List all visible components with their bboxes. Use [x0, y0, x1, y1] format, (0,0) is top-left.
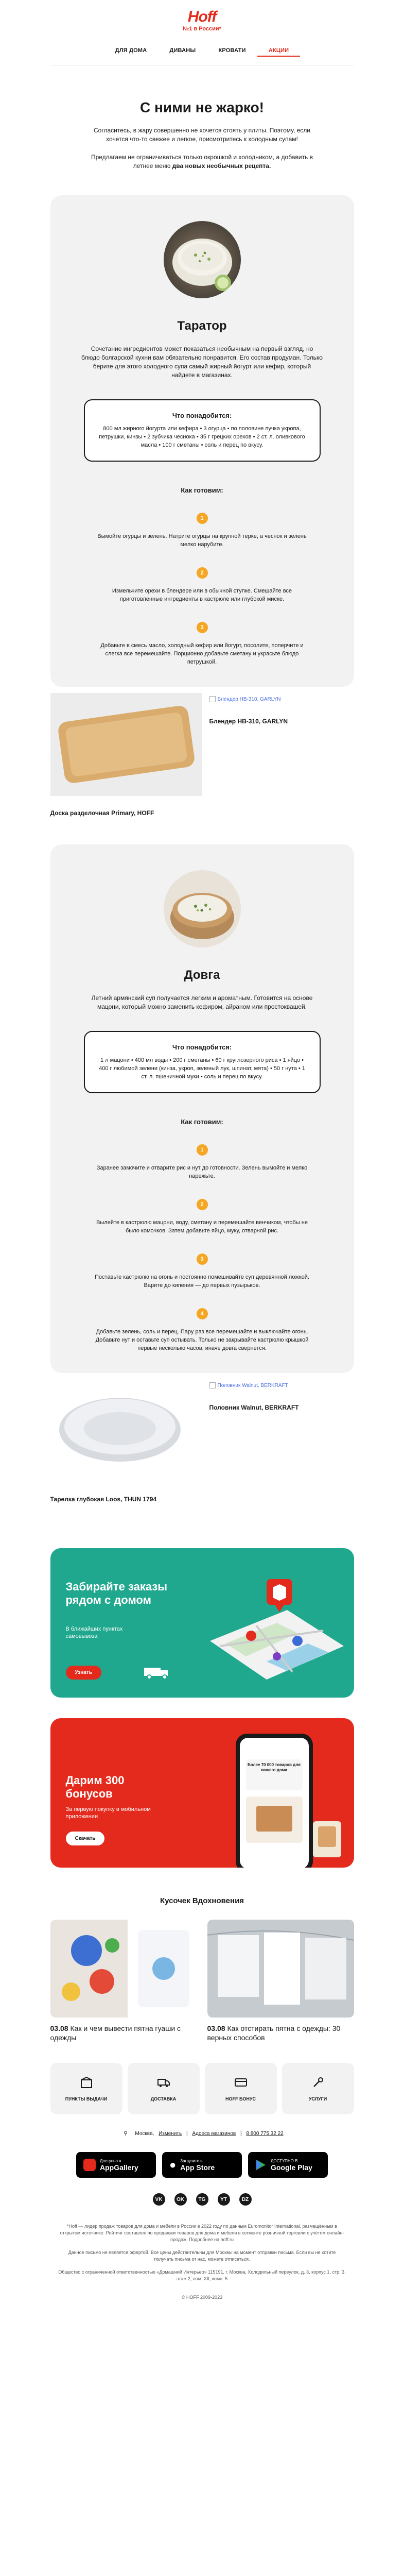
article-date: 03.08 [50, 2024, 68, 2032]
step-number-badge: 1 [197, 1144, 208, 1156]
badge-small-text: Загрузите в [180, 2158, 203, 2163]
ingredients-text: 1 л мацони • 400 мл воды • 200 г сметаны • 60 г круглозерного риса • 1 яйцо • 400 г любимой зелени (кинза, укроп, зеленый лук, шпинат, мята) • 50 г нута • 1 ст. л. пшеничной муки • соль и перец по вкусу. [99, 1057, 305, 1080]
header [0, 0, 404, 57]
article-image-stains [207, 1920, 354, 2018]
badge-big-text: Google Play [271, 2163, 312, 2172]
pickup-point-icon [80, 2076, 93, 2089]
broken-image-alt [209, 696, 354, 702]
logo-tagline: №1 в России* [183, 26, 221, 32]
products-row-2 [50, 1379, 354, 1503]
google-play-badge[interactable] [248, 2152, 328, 2178]
truck-icon [143, 1665, 174, 1680]
pickup-banner[interactable] [50, 1548, 354, 1698]
step-text: Вылейте в кастрюлю мацони, воду, сметану и перемешайте венчиком, чтобы не было комочков. Затем добавьте яйцо, муку, отварной рис. [96, 1219, 308, 1234]
product-cutting-board[interactable] [50, 693, 202, 817]
contacts-line [0, 2131, 404, 2137]
service-label: ДОСТАВКА [150, 2096, 177, 2102]
step-text: Вымойте огурцы и зелень. Натрите огурцы на крупной терке, а чеснок и зелень мелко нарубите. [97, 533, 307, 548]
legal-paragraph: *Hoff — лидер продаж товаров для дома и мебели в России в 2022 году по данным Euromonitor International, размещённым в открытом источнике. Рейтинг составлен по продажам товаров для дома и мебели в сегменте розничной торговли с учётом онлайн-продаж. Подробнее на hoff.ru [60, 2224, 344, 2242]
product-name: Доска разделочная Primary, HOFF [50, 809, 154, 817]
nav-home[interactable]: ДЛЯ ДОМА [115, 47, 147, 54]
product-deep-plate[interactable] [50, 1379, 202, 1503]
broken-image-icon [209, 696, 216, 702]
legal-text [58, 2223, 346, 2282]
step-number-badge: 2 [197, 567, 208, 579]
vk-icon[interactable]: VK [153, 2193, 165, 2206]
banner-subtitle: В ближайших пунктах самовывоза [65, 1626, 123, 1639]
ingredients-title: Что понадобится: [172, 1043, 232, 1051]
tarator-image [164, 221, 241, 298]
broken-image-icon [209, 1382, 216, 1388]
article-title-text: Как и чем вывести пятна гуаши с одежды [50, 2024, 181, 2042]
nav-beds[interactable]: КРОВАТИ [218, 47, 246, 54]
ingredients-text: 800 мл жирного йогурта или кефира • 3 огурца • по половине пучка укропа, петрушки, кинзы • 2 зубчика чеснока • 35 г грецких орехов • 2 ст. л. оливкового масла • 100 г сметаны • соль и перец по вкусу. [99, 426, 305, 448]
service-hoff-bonus[interactable] [205, 2063, 277, 2114]
social-links [0, 2193, 404, 2206]
top-nav [0, 47, 404, 57]
change-city-link[interactable]: Изменить [159, 2131, 182, 2137]
dzen-icon[interactable]: DZ [239, 2193, 252, 2206]
recipe-step [71, 1199, 333, 1235]
article-date: 03.08 [207, 2024, 225, 2032]
service-services[interactable] [282, 2063, 354, 2114]
step-number-badge: 2 [197, 1199, 208, 1210]
download-button[interactable]: Скачать [66, 1832, 105, 1845]
copyright: © HOFF 2009-2023 [181, 2295, 223, 2300]
banner-title: Забирайте заказы рядом с домом [65, 1580, 168, 1606]
app-store-badges [0, 2152, 404, 2178]
step-text: Заранее замочите и отварите рис и нут до готовности. Зелень вымойте и мелко нарежьте. [96, 1165, 308, 1179]
recipe-step [71, 1308, 333, 1352]
step-text: Добавьте зелень, соль и перец. Пару раз все перемешайте и выключайте огонь. Добавьте нут и оставьте суп остывать. Только не закрывайте кастрюлю крышкой первые несколько часов, иначе довга свернется. [95, 1329, 309, 1351]
bonus-card-icon [234, 2076, 248, 2089]
separator: | [240, 2131, 242, 2137]
recipe-step [71, 1253, 333, 1290]
recipe-step [71, 1144, 333, 1180]
legal-paragraph: Данное письмо не является офертой. Все цены действительны для Москвы на момент отправки письма. Если вы не хотите получать письма от нас, можете отписаться. [68, 2250, 336, 2262]
badge-small-text: Доступно в [100, 2158, 121, 2163]
products-row-1 [50, 693, 354, 817]
delivery-truck-icon [157, 2076, 170, 2089]
recipe-step [71, 513, 333, 549]
city-label: Москва, [135, 2131, 154, 2137]
cutting-board-image [50, 693, 202, 796]
badge-big-text: AppGallery [100, 2163, 138, 2172]
apple-icon: ● [169, 2158, 177, 2171]
store-addresses-link[interactable]: Адреса магазинов [192, 2131, 236, 2137]
map-illustration [195, 1569, 349, 1692]
product-name: Тарелка глубокая Loos, THUN 1794 [50, 1496, 157, 1503]
how-to-title: Как готовим: [181, 486, 223, 494]
ingredients-box [84, 1031, 321, 1093]
nav-sofas[interactable]: ДИВАНЫ [169, 47, 196, 54]
service-label: УСЛУГИ [308, 2096, 327, 2102]
hero-intro-2-text: Предлагаем не ограничиваться только окрошкой и холодником, а добавить в летнее меню [91, 154, 313, 170]
articles-row [50, 1920, 354, 2042]
location-pin-icon: ⚲ [124, 2131, 128, 2137]
logo-wordmark: Hoff [187, 8, 217, 25]
hero-intro: Согласитесь, в жару совершенно не хочется стоять у плиты. Поэтому, если хочется что-то свежее и легкое, присмотритесь к холодным супам! [93, 127, 311, 143]
app-store-badge[interactable] [162, 2152, 242, 2178]
huawei-icon [83, 2159, 96, 2171]
ingredients-box [84, 399, 321, 462]
service-label: ПУНКТЫ ВЫДАЧИ [65, 2096, 108, 2102]
alt-text: Половник Walnut, BERKRAFT [217, 1382, 288, 1388]
service-pickup-points[interactable] [50, 2063, 122, 2114]
service-delivery[interactable] [128, 2063, 200, 2114]
service-label: HOFF БОНУС [225, 2096, 256, 2102]
legal-paragraph: Общество с ограниченной ответственностью «Домашний Интерьер» 115191, г. Москва, Холодильный переулок, д. 3, корпус 1, стр. 3, этаж 2, пом. XII, комн. 5 [58, 2269, 346, 2281]
broken-image-alt [209, 1382, 354, 1388]
how-to-title: Как готовим: [181, 1118, 223, 1126]
article-card[interactable] [50, 1920, 197, 2042]
youtube-icon[interactable]: YT [218, 2193, 230, 2206]
recipe-step [71, 622, 333, 666]
recipe-card-tarator [50, 195, 354, 687]
step-number-badge: 3 [197, 622, 208, 633]
product-name: Блендер HB-310, GARLYN [209, 718, 288, 725]
product-blender[interactable] [202, 693, 354, 817]
inspiration-title: Кусочек Вдохновения [160, 1896, 244, 1905]
article-title [50, 2024, 197, 2042]
badge-small-text: ДОСТУПНО В [271, 2158, 298, 2163]
recipe-step [71, 567, 333, 603]
phone-link[interactable]: 8 800 775 32 22 [246, 2131, 284, 2137]
learn-more-button[interactable]: Узнать [66, 1666, 101, 1680]
hoff-logo[interactable] [183, 8, 221, 32]
ingredients-title: Что понадобится: [172, 412, 232, 419]
nav-sale[interactable]: АКЦИИ [257, 47, 301, 57]
recipe-title: Таратор [177, 319, 227, 333]
product-ladle[interactable] [202, 1379, 354, 1503]
recipe-card-dovga [50, 844, 354, 1373]
services-row [50, 2063, 354, 2114]
hero-intro-2 [84, 153, 321, 171]
article-title-text: Как отстирать пятна с одежды: 30 верных способов [207, 2024, 341, 2042]
hero-intro-2-bold: два новых необычных рецепта. [172, 162, 271, 170]
services-icon [311, 2076, 325, 2089]
phone-illustration [215, 1734, 344, 1868]
step-text: Добавьте в смесь масло, холодный кефир или йогурт, посолите, поперчите и слегка все перемешайте. Порционно добавьте сметану и украсьте блюдо петрушкой. [100, 642, 304, 665]
dovga-image [164, 870, 241, 947]
step-text: Измельчите орехи в блендере или в обычной ступке. Смешайте все приготовленные ингредиенты в кастрюле или глубокой миске. [112, 588, 292, 602]
article-image-gouache [50, 1920, 197, 2018]
banner-title: Дарим 300 бонусов [65, 1774, 125, 1800]
badge-big-text: App Store [180, 2163, 215, 2172]
article-card[interactable] [207, 1920, 354, 2042]
recipe-description: Летний армянский суп получается легким и ароматным. Готовится на основе мацони, который можно заменить кефиром, айраном или простоквашей. [91, 994, 313, 1010]
ok-icon[interactable]: OK [174, 2193, 187, 2206]
appgallery-badge[interactable] [76, 2152, 156, 2178]
step-number-badge: 4 [197, 1308, 208, 1319]
phone-screen-text: Более 70 000 товаров для вашего дома [248, 1762, 301, 1772]
recipe-description: Сочетание ингредиентов может показаться необычным на первый взгляд, но блюдо болгарской кухни вам обязательно понравится. Его состав продуман. Только берите для этого холодного супа самый жирный йогурт или кефир, который найдете в магазинах. [81, 345, 323, 379]
alt-text: Блендер HB-310, GARLYN [217, 696, 281, 702]
google-play-icon [255, 2159, 267, 2171]
banner-subtitle: За первую покупку в мобильном приложении [65, 1806, 151, 1820]
product-name: Половник Walnut, BERKRAFT [209, 1404, 299, 1411]
article-title [207, 2024, 354, 2042]
separator: | [186, 2131, 188, 2137]
step-number-badge: 3 [197, 1253, 208, 1265]
recipe-title: Довга [184, 968, 220, 982]
step-text: Поставьте кастрюлю на огонь и постоянно помешивайте суп деревянной ложкой. Варите до кипения — до первых пузырьков. [95, 1274, 309, 1289]
deep-plate-image [50, 1379, 202, 1482]
hero-title: С ними не жарко! [139, 99, 265, 115]
telegram-icon[interactable]: TG [196, 2193, 208, 2206]
step-number-badge: 1 [197, 513, 208, 524]
bonus-banner[interactable] [50, 1718, 354, 1868]
